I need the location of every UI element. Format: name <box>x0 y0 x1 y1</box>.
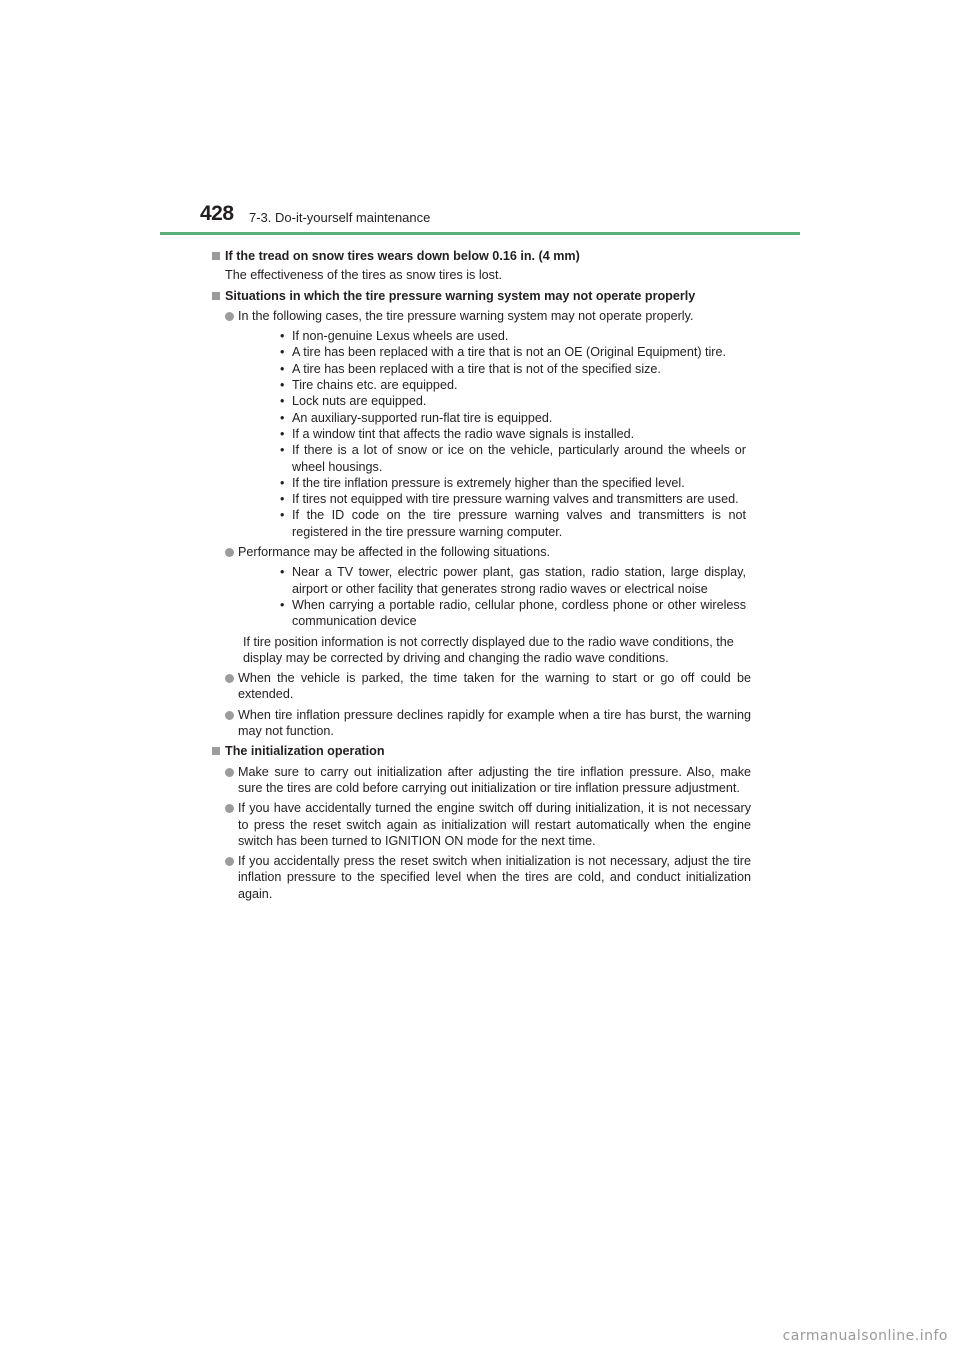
sub-item-text: If the tire inflation pressure is extremely higher than the specified level. <box>292 475 685 490</box>
page-number: 428 <box>200 202 234 225</box>
section-title: 7-3. Do-it-yourself maintenance <box>249 210 431 225</box>
bullet-text: Make sure to carry out initialization after adjusting the tire inflation pressure. Also, make sure the tires are cold before carrying out initialization or tire inflation pressure adjustment. <box>238 764 751 795</box>
bullet-item <box>211 308 751 540</box>
sub-list-item <box>238 377 751 393</box>
dot-bullet-icon: • <box>280 426 285 441</box>
circle-bullet-icon <box>225 674 234 683</box>
watermark-logo: carmanualsonline.info <box>782 1328 948 1344</box>
sub-item-text: If non-genuine Lexus wheels are used. <box>292 329 509 344</box>
sub-item-text: If tires not equipped with tire pressure warning valves and transmitters are used. <box>292 492 739 507</box>
page-content <box>211 244 751 902</box>
section-heading-tpws <box>211 288 751 304</box>
dot-bullet-icon: • <box>280 475 285 490</box>
section-body-text: The effectiveness of the tires as snow tires is lost. <box>225 268 502 283</box>
bullet-item <box>211 853 751 902</box>
dot-bullet-icon: • <box>280 394 285 409</box>
circle-bullet-icon <box>225 857 234 866</box>
header-rule <box>160 232 800 235</box>
sub-list-item <box>238 328 751 344</box>
sub-item-text: Near a TV tower, electric power plant, gas station, radio station, large display, airport or other facility that generates strong radio waves or electrical noise <box>292 565 746 596</box>
section-heading-snow-tires <box>211 248 751 264</box>
sub-list-item <box>238 491 751 507</box>
section-heading-initialization <box>211 743 751 759</box>
dot-bullet-icon: • <box>280 597 285 612</box>
bullet-text: If you have accidentally turned the engine switch off during initialization, it is not necessary to press the reset switch again as initialization will restart automatically when the engine switch has been turned to IGNITION ON mode for the next time. <box>238 801 751 848</box>
page-header <box>160 200 800 234</box>
bullet-item <box>211 764 751 797</box>
section-heading-text: The initialization operation <box>225 744 385 759</box>
dot-bullet-icon: • <box>280 508 285 523</box>
bullet-text: In the following cases, the tire pressure warning system may not operate properly. <box>238 308 694 323</box>
square-bullet-icon <box>212 252 220 260</box>
sub-item-text: An auxiliary-supported run-flat tire is equipped. <box>292 410 553 425</box>
sub-item-text: A tire has been replaced with a tire that is not of the specified size. <box>292 361 661 376</box>
sub-list-item <box>238 344 751 360</box>
sub-list-item <box>238 564 751 597</box>
sub-list-item <box>238 507 751 540</box>
bullet-item <box>211 707 751 740</box>
section-heading-text: If the tread on snow tires wears down below 0.16 in. (4 mm) <box>225 249 580 263</box>
sub-item-text: When carrying a portable radio, cellular phone, cordless phone or other wireless communication device <box>292 597 746 629</box>
sub-list <box>238 564 751 629</box>
sub-list-item <box>238 597 751 630</box>
bullet-text: When the vehicle is parked, the time taken for the warning to start or go off could be extended. <box>238 671 751 702</box>
bullet-item <box>211 800 751 849</box>
bullet-note: If tire position information is not correctly displayed due to the radio wave conditions, the display may be corrected by driving and changing the radio wave conditions. <box>243 634 734 665</box>
square-bullet-icon <box>212 747 220 755</box>
bullet-text: When tire inflation pressure declines rapidly for example when a tire has burst, the warning may not function. <box>238 707 751 739</box>
bullet-text: Performance may be affected in the following situations. <box>238 545 550 560</box>
dot-bullet-icon: • <box>280 345 285 360</box>
section-heading-text: Situations in which the tire pressure warning system may not operate properly <box>225 288 696 303</box>
circle-bullet-icon <box>225 312 234 321</box>
sub-list-item <box>238 410 751 426</box>
sub-item-text: If a window tint that affects the radio wave signals is installed. <box>292 426 635 441</box>
sub-item-text: A tire has been replaced with a tire that is not an OE (Original Equipment) tire. <box>292 345 727 360</box>
sub-item-text: Tire chains etc. are equipped. <box>292 378 458 393</box>
circle-bullet-icon <box>225 804 234 813</box>
sub-list <box>238 328 751 540</box>
dot-bullet-icon: • <box>280 492 285 507</box>
sub-item-text: If there is a lot of snow or ice on the vehicle, particularly around the wheels or wheel housings. <box>292 443 746 474</box>
dot-bullet-icon: • <box>280 361 285 376</box>
bullet-item <box>211 544 751 629</box>
dot-bullet-icon: • <box>280 329 285 344</box>
dot-bullet-icon: • <box>280 410 285 425</box>
circle-bullet-icon <box>225 768 234 777</box>
sub-item-text: If the ID code on the tire pressure warning valves and transmitters is not registered in the tire pressure warning computer. <box>292 508 746 539</box>
dot-bullet-icon: • <box>280 443 285 458</box>
bullet-item <box>211 670 751 703</box>
dot-bullet-icon: • <box>280 378 285 393</box>
sub-list-item <box>238 361 751 377</box>
sub-list-item <box>238 475 751 491</box>
sub-list-item <box>238 426 751 442</box>
circle-bullet-icon <box>225 711 234 720</box>
circle-bullet-icon <box>225 548 234 557</box>
sub-list-item <box>238 393 751 409</box>
dot-bullet-icon: • <box>280 565 285 580</box>
bullet-text: If you accidentally press the reset switch when initialization is not necessary, adjust the tire inflation pressure to the specified level when the tires are cold, and conduct initialization again. <box>238 854 751 901</box>
square-bullet-icon <box>212 292 220 300</box>
sub-list-item <box>238 442 751 475</box>
sub-item-text: Lock nuts are equipped. <box>292 394 427 409</box>
